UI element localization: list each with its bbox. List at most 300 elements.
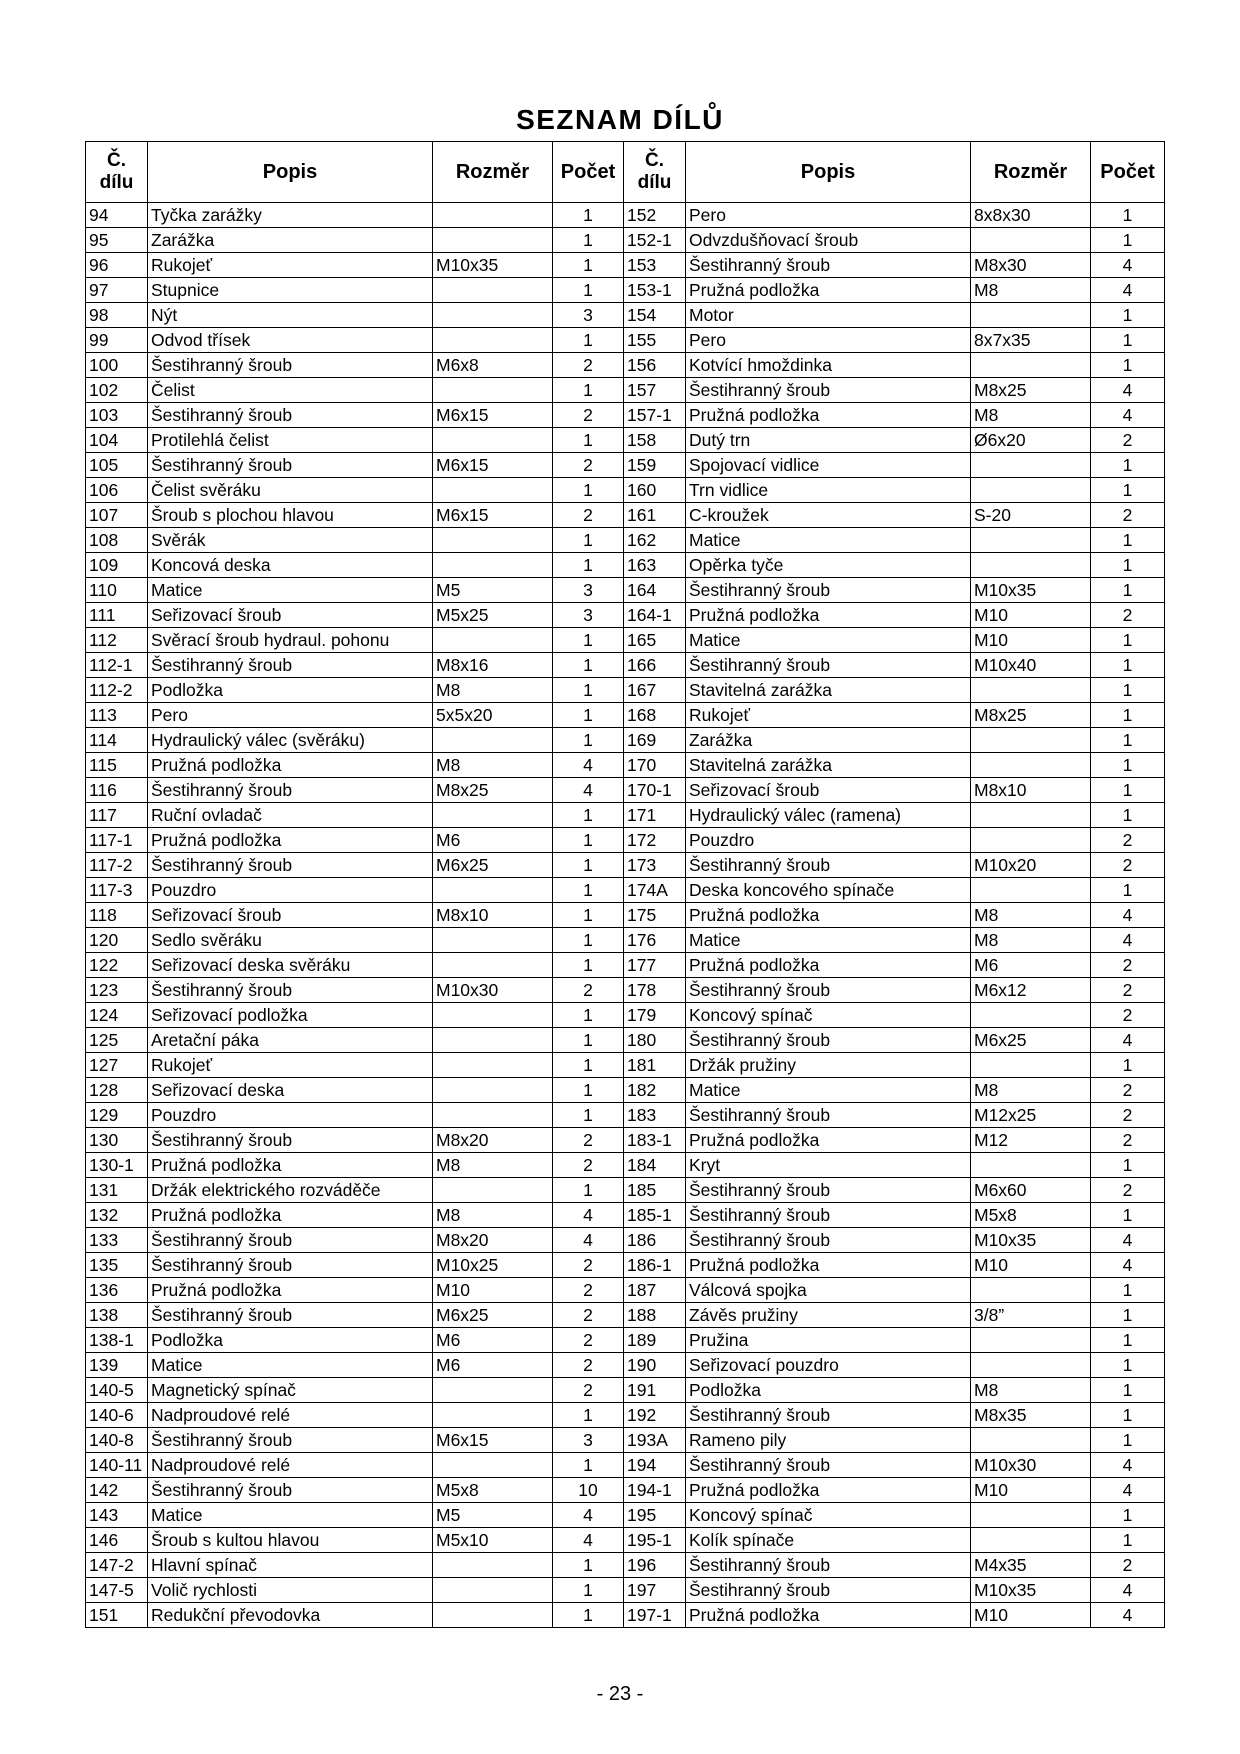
part-number: 169 <box>624 728 686 753</box>
part-size: M8 <box>433 1153 553 1178</box>
page-title: SEZNAM DÍLŮ <box>516 104 724 135</box>
part-size <box>971 878 1091 903</box>
part-number: 185-1 <box>624 1203 686 1228</box>
part-number: 157 <box>624 378 686 403</box>
part-quantity: 1 <box>1091 553 1165 578</box>
part-quantity: 1 <box>553 1553 624 1578</box>
part-quantity: 1 <box>553 1178 624 1203</box>
part-quantity: 1 <box>1091 1528 1165 1553</box>
part-quantity: 1 <box>553 678 624 703</box>
part-size <box>433 528 553 553</box>
part-size <box>971 1503 1091 1528</box>
part-size: M8 <box>971 928 1091 953</box>
part-quantity: 4 <box>1091 1228 1165 1253</box>
part-quantity: 2 <box>553 453 624 478</box>
part-size <box>433 1178 553 1203</box>
part-number: 135 <box>86 1253 148 1278</box>
part-number: 138-1 <box>86 1328 148 1353</box>
part-quantity: 4 <box>1091 1478 1165 1503</box>
part-quantity: 1 <box>1091 703 1165 728</box>
part-size: M8 <box>433 678 553 703</box>
part-size <box>433 1378 553 1403</box>
part-description: Stupnice <box>148 278 433 303</box>
part-size: M10x40 <box>971 653 1091 678</box>
part-quantity: 2 <box>1091 1103 1165 1128</box>
part-quantity: 2 <box>553 1378 624 1403</box>
part-number: 171 <box>624 803 686 828</box>
part-size <box>971 1428 1091 1453</box>
part-number: 174A <box>624 878 686 903</box>
part-quantity: 1 <box>1091 453 1165 478</box>
part-size: M5x8 <box>971 1203 1091 1228</box>
part-quantity: 2 <box>553 1328 624 1353</box>
part-number: 111 <box>86 603 148 628</box>
part-number: 110 <box>86 578 148 603</box>
part-quantity: 3 <box>553 578 624 603</box>
part-size: M10x20 <box>971 853 1091 878</box>
part-quantity: 4 <box>553 753 624 778</box>
table-row <box>86 203 1165 228</box>
part-description: Šestihranný šroub <box>148 1253 433 1278</box>
table-row <box>86 778 1165 803</box>
part-number: 190 <box>624 1353 686 1378</box>
table-row <box>86 528 1165 553</box>
part-description: Volič rychlosti <box>148 1578 433 1603</box>
part-number: 153-1 <box>624 278 686 303</box>
part-number: 105 <box>86 453 148 478</box>
table-row <box>86 453 1165 478</box>
part-size: M10x30 <box>433 978 553 1003</box>
part-quantity: 2 <box>1091 853 1165 878</box>
part-quantity: 1 <box>1091 628 1165 653</box>
table-row <box>86 1103 1165 1128</box>
part-number: 125 <box>86 1028 148 1053</box>
part-description: Hydraulický válec (ramena) <box>686 803 971 828</box>
part-description: Sedlo svěráku <box>148 928 433 953</box>
part-size: M10x35 <box>971 1228 1091 1253</box>
table-row <box>86 1603 1165 1628</box>
part-quantity: 2 <box>553 1153 624 1178</box>
part-number: 114 <box>86 728 148 753</box>
part-description: Magnetický spínač <box>148 1378 433 1403</box>
part-number: 124 <box>86 1003 148 1028</box>
part-quantity: 1 <box>553 903 624 928</box>
part-quantity: 2 <box>1091 828 1165 853</box>
part-size: M12x25 <box>971 1103 1091 1128</box>
part-description: Spojovací vidlice <box>686 453 971 478</box>
part-description: Seřizovací šroub <box>148 903 433 928</box>
table-row <box>86 1453 1165 1478</box>
part-number: 96 <box>86 253 148 278</box>
part-number: 194-1 <box>624 1478 686 1503</box>
part-size: M6 <box>433 828 553 853</box>
part-size <box>971 678 1091 703</box>
part-size: M5x10 <box>433 1528 553 1553</box>
part-number: 136 <box>86 1278 148 1303</box>
table-row <box>86 1303 1165 1328</box>
part-description: Podložka <box>148 1328 433 1353</box>
part-size: M8 <box>433 753 553 778</box>
part-number: 152-1 <box>624 228 686 253</box>
part-description: Pružná podložka <box>148 1203 433 1228</box>
part-quantity: 1 <box>1091 803 1165 828</box>
part-size: M4x35 <box>971 1553 1091 1578</box>
part-description: Šestihranný šroub <box>686 1203 971 1228</box>
part-quantity: 2 <box>1091 603 1165 628</box>
part-number: 147-2 <box>86 1553 148 1578</box>
part-number: 108 <box>86 528 148 553</box>
part-number: 97 <box>86 278 148 303</box>
part-quantity: 2 <box>1091 978 1165 1003</box>
table-row <box>86 503 1165 528</box>
part-size <box>971 803 1091 828</box>
part-quantity: 1 <box>553 1403 624 1428</box>
part-number: 183 <box>624 1103 686 1128</box>
part-quantity: 1 <box>553 828 624 853</box>
header-size: Rozměr <box>433 142 553 203</box>
part-quantity: 1 <box>1091 303 1165 328</box>
part-number: 129 <box>86 1103 148 1128</box>
part-description: Pero <box>686 203 971 228</box>
part-number: 177 <box>624 953 686 978</box>
part-number: 151 <box>86 1603 148 1628</box>
part-quantity: 2 <box>1091 953 1165 978</box>
part-description: Pružná podložka <box>686 603 971 628</box>
part-quantity: 3 <box>553 603 624 628</box>
part-size <box>971 753 1091 778</box>
part-description: Držák elektrického rozváděče <box>148 1178 433 1203</box>
part-quantity: 1 <box>1091 1278 1165 1303</box>
part-quantity: 1 <box>553 1103 624 1128</box>
part-number: 175 <box>624 903 686 928</box>
table-row <box>86 353 1165 378</box>
part-number: 195 <box>624 1503 686 1528</box>
part-description: Pružná podložka <box>686 1603 971 1628</box>
part-number: 183-1 <box>624 1128 686 1153</box>
part-size: M10 <box>971 1478 1091 1503</box>
part-description: Matice <box>148 1503 433 1528</box>
part-number: 164-1 <box>624 603 686 628</box>
part-size <box>433 878 553 903</box>
part-size: M8x10 <box>433 903 553 928</box>
part-number: 156 <box>624 353 686 378</box>
part-quantity: 1 <box>553 328 624 353</box>
part-number: 120 <box>86 928 148 953</box>
part-description: Šestihranný šroub <box>148 453 433 478</box>
part-number: 127 <box>86 1053 148 1078</box>
part-number: 196 <box>624 1553 686 1578</box>
part-number: 142 <box>86 1478 148 1503</box>
part-size <box>433 1603 553 1628</box>
part-size <box>433 378 553 403</box>
part-number: 131 <box>86 1178 148 1203</box>
part-size <box>433 1403 553 1428</box>
part-size: M10 <box>433 1278 553 1303</box>
part-quantity: 2 <box>553 1278 624 1303</box>
table-row <box>86 628 1165 653</box>
header-part-no: Č. dílu <box>624 142 686 203</box>
part-size: M8x35 <box>971 1403 1091 1428</box>
part-size: M8 <box>971 903 1091 928</box>
part-number: 117-2 <box>86 853 148 878</box>
part-quantity: 1 <box>553 703 624 728</box>
part-description: Šestihranný šroub <box>686 653 971 678</box>
part-size: 5x5x20 <box>433 703 553 728</box>
part-number: 182 <box>624 1078 686 1103</box>
part-quantity: 2 <box>1091 1178 1165 1203</box>
part-description: Pružná podložka <box>686 1478 971 1503</box>
part-number: 197-1 <box>624 1603 686 1628</box>
part-description: Hydraulický válec (svěráku) <box>148 728 433 753</box>
part-quantity: 1 <box>553 278 624 303</box>
part-number: 118 <box>86 903 148 928</box>
part-number: 181 <box>624 1053 686 1078</box>
part-size <box>971 828 1091 853</box>
part-number: 146 <box>86 1528 148 1553</box>
part-size <box>971 1053 1091 1078</box>
table-row <box>86 703 1165 728</box>
part-number: 138 <box>86 1303 148 1328</box>
part-size <box>433 803 553 828</box>
part-quantity: 1 <box>553 528 624 553</box>
part-number: 122 <box>86 953 148 978</box>
part-description: Deska koncového spínače <box>686 878 971 903</box>
part-description: Matice <box>148 578 433 603</box>
part-description: Zarážka <box>686 728 971 753</box>
part-number: 173 <box>624 853 686 878</box>
part-size: M6x15 <box>433 1428 553 1453</box>
part-size: Ø6x20 <box>971 428 1091 453</box>
part-size <box>433 728 553 753</box>
part-quantity: 1 <box>1091 1303 1165 1328</box>
table-row <box>86 903 1165 928</box>
header-description: Popis <box>686 142 971 203</box>
part-number: 170 <box>624 753 686 778</box>
part-size <box>433 1578 553 1603</box>
part-description: Motor <box>686 303 971 328</box>
table-row <box>86 278 1165 303</box>
part-description: Šestihranný šroub <box>148 1478 433 1503</box>
part-quantity: 2 <box>1091 1003 1165 1028</box>
part-description: Šestihranný šroub <box>686 1103 971 1128</box>
part-number: 158 <box>624 428 686 453</box>
table-row <box>86 678 1165 703</box>
part-quantity: 4 <box>553 1528 624 1553</box>
part-number: 115 <box>86 753 148 778</box>
part-size <box>433 303 553 328</box>
part-number: 117-1 <box>86 828 148 853</box>
part-description: Pružná podložka <box>686 1253 971 1278</box>
part-size: M10 <box>971 628 1091 653</box>
table-row <box>86 578 1165 603</box>
part-number: 117-3 <box>86 878 148 903</box>
part-quantity: 2 <box>553 403 624 428</box>
part-description: Rukojeť <box>686 703 971 728</box>
part-quantity: 3 <box>553 303 624 328</box>
part-quantity: 4 <box>1091 1603 1165 1628</box>
part-quantity: 1 <box>1091 578 1165 603</box>
part-size: M8x30 <box>971 253 1091 278</box>
part-quantity: 4 <box>553 1503 624 1528</box>
part-quantity: 4 <box>553 1203 624 1228</box>
part-description: Matice <box>686 1078 971 1103</box>
part-number: 192 <box>624 1403 686 1428</box>
table-row <box>86 653 1165 678</box>
part-description: Šroub s plochou hlavou <box>148 503 433 528</box>
part-description: Pružná podložka <box>148 828 433 853</box>
part-quantity: 1 <box>1091 653 1165 678</box>
table-row <box>86 1228 1165 1253</box>
part-description: Tyčka zarážky <box>148 203 433 228</box>
part-description: Zarážka <box>148 228 433 253</box>
part-quantity: 2 <box>1091 1553 1165 1578</box>
part-description: Pružina <box>686 1328 971 1353</box>
part-number: 128 <box>86 1078 148 1103</box>
part-quantity: 1 <box>1091 1503 1165 1528</box>
part-quantity: 1 <box>1091 678 1165 703</box>
table-row <box>86 253 1165 278</box>
part-quantity: 1 <box>1091 778 1165 803</box>
part-number: 161 <box>624 503 686 528</box>
part-quantity: 1 <box>1091 1378 1165 1403</box>
part-number: 100 <box>86 353 148 378</box>
table-row <box>86 1578 1165 1603</box>
part-quantity: 1 <box>553 1028 624 1053</box>
part-description: Matice <box>686 528 971 553</box>
part-quantity: 1 <box>553 253 624 278</box>
table-row <box>86 1378 1165 1403</box>
part-quantity: 1 <box>1091 478 1165 503</box>
part-description: Pružná podložka <box>686 403 971 428</box>
part-size: M10 <box>971 603 1091 628</box>
table-row <box>86 928 1165 953</box>
part-description: Šestihranný šroub <box>686 253 971 278</box>
part-description: Šroub s kultou hlavou <box>148 1528 433 1553</box>
part-number: 159 <box>624 453 686 478</box>
part-quantity: 1 <box>1091 1353 1165 1378</box>
part-description: Redukční převodovka <box>148 1603 433 1628</box>
part-quantity: 1 <box>1091 1203 1165 1228</box>
part-number: 140-11 <box>86 1453 148 1478</box>
header-part-no: Č. dílu <box>86 142 148 203</box>
part-size <box>971 478 1091 503</box>
table-row <box>86 1178 1165 1203</box>
part-description: Seřizovací deska <box>148 1078 433 1103</box>
part-number: 193A <box>624 1428 686 1453</box>
part-number: 194 <box>624 1453 686 1478</box>
part-quantity: 1 <box>1091 228 1165 253</box>
part-description: Čelist <box>148 378 433 403</box>
part-quantity: 1 <box>553 1578 624 1603</box>
part-description: Šestihranný šroub <box>686 378 971 403</box>
table-row <box>86 953 1165 978</box>
part-size <box>433 328 553 353</box>
part-quantity: 1 <box>553 428 624 453</box>
part-description: Odvzdušňovací šroub <box>686 228 971 253</box>
part-size: M8 <box>971 1378 1091 1403</box>
part-size <box>433 478 553 503</box>
part-description: Šestihranný šroub <box>686 1228 971 1253</box>
part-description: Šestihranný šroub <box>148 778 433 803</box>
part-quantity: 1 <box>1091 753 1165 778</box>
part-description: Držák pružiny <box>686 1053 971 1078</box>
table-row <box>86 1528 1165 1553</box>
part-quantity: 4 <box>1091 253 1165 278</box>
part-number: 140-5 <box>86 1378 148 1403</box>
part-quantity: 2 <box>553 1253 624 1278</box>
part-description: Seřizovací šroub <box>148 603 433 628</box>
part-description: Šestihranný šroub <box>148 353 433 378</box>
part-size: M6x25 <box>433 853 553 878</box>
part-size <box>433 928 553 953</box>
table-row <box>86 828 1165 853</box>
parts-table <box>85 141 1165 1628</box>
part-number: 195-1 <box>624 1528 686 1553</box>
part-quantity: 1 <box>553 1078 624 1103</box>
part-description: Válcová spojka <box>686 1278 971 1303</box>
part-quantity: 2 <box>1091 1128 1165 1153</box>
part-size <box>971 303 1091 328</box>
part-description: Šestihranný šroub <box>148 403 433 428</box>
part-description: Nadproudové relé <box>148 1403 433 1428</box>
page-number: - 23 - <box>596 1683 644 1705</box>
part-size: M6x12 <box>971 978 1091 1003</box>
part-description: Svěrací šroub hydraul. pohonu <box>148 628 433 653</box>
part-description: Dutý trn <box>686 428 971 453</box>
table-row <box>86 1428 1165 1453</box>
part-number: 160 <box>624 478 686 503</box>
part-description: Pero <box>148 703 433 728</box>
table-row <box>86 1128 1165 1153</box>
part-description: Pouzdro <box>148 1103 433 1128</box>
part-number: 99 <box>86 328 148 353</box>
part-quantity: 3 <box>553 1428 624 1453</box>
part-size: M8x20 <box>433 1228 553 1253</box>
part-description: Šestihranný šroub <box>686 1403 971 1428</box>
part-description: Seřizovací šroub <box>686 778 971 803</box>
part-quantity: 2 <box>553 353 624 378</box>
part-size: 3/8” <box>971 1303 1091 1328</box>
table-row <box>86 1053 1165 1078</box>
part-size <box>971 353 1091 378</box>
part-number: 112 <box>86 628 148 653</box>
part-description: Pružná podložka <box>686 1128 971 1153</box>
part-size: M10 <box>971 1253 1091 1278</box>
part-number: 95 <box>86 228 148 253</box>
part-description: Svěrák <box>148 528 433 553</box>
part-size <box>971 453 1091 478</box>
table-row <box>86 303 1165 328</box>
part-number: 143 <box>86 1503 148 1528</box>
header-description: Popis <box>148 142 433 203</box>
part-quantity: 1 <box>1091 1153 1165 1178</box>
part-quantity: 4 <box>1091 1453 1165 1478</box>
part-size: S-20 <box>971 503 1091 528</box>
part-description: Seřizovací deska svěráku <box>148 953 433 978</box>
table-row <box>86 403 1165 428</box>
part-description: Podložka <box>686 1378 971 1403</box>
part-quantity: 1 <box>1091 203 1165 228</box>
part-quantity: 1 <box>553 953 624 978</box>
part-size: M8 <box>971 403 1091 428</box>
part-size <box>971 728 1091 753</box>
part-number: 163 <box>624 553 686 578</box>
part-size: M8 <box>971 1078 1091 1103</box>
table-row <box>86 753 1165 778</box>
table-row <box>86 378 1165 403</box>
part-number: 132 <box>86 1203 148 1228</box>
part-quantity: 1 <box>553 1053 624 1078</box>
